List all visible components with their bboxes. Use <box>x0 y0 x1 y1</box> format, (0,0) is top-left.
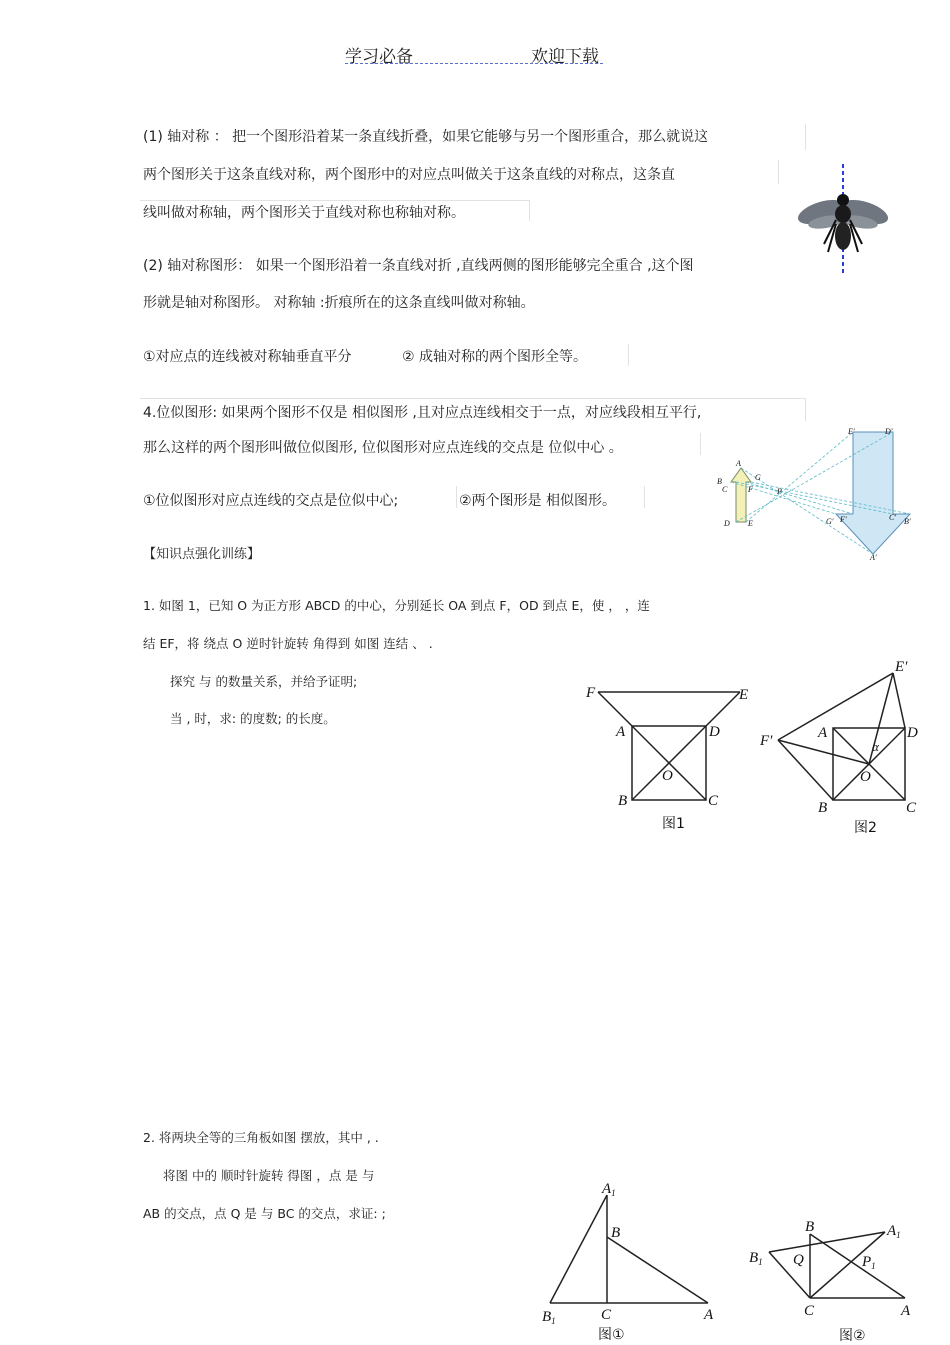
label-F1: F′ <box>840 515 847 524</box>
fig1-label-E: E <box>739 687 749 703</box>
label-E: E <box>748 519 753 528</box>
fig1-label-A: A <box>616 724 626 740</box>
fig2-label-E1: E′ <box>895 659 908 675</box>
q1-line1: 1. 如图 1，已知 O 为正方形 ABCD 的中心，分别延长 OA 到点 F，OD 到点 E，使 ， ，连 <box>143 598 650 613</box>
triangle-figure-1 <box>540 1175 720 1343</box>
tri2-label-B: B <box>805 1219 815 1235</box>
header-underline <box>345 63 603 64</box>
tri2-label-P1: $P_1$ <box>862 1254 876 1271</box>
tri2-caption: 图② <box>839 1328 866 1344</box>
q1-line4: 当 , 时，求: 的度数; 的长度。 <box>170 711 336 726</box>
bee-head <box>837 194 849 206</box>
def4-line1: 4.位似图形: 如果两个图形不仅是 相似图形 ,且对应点连线相交于一点，对应线段相互平行, <box>143 405 702 421</box>
label-B1: B′ <box>904 517 911 526</box>
tri1-label-C: C <box>601 1307 612 1323</box>
homothety-figure <box>712 422 922 564</box>
tri2-label-A1: $A_1$ <box>887 1223 901 1240</box>
fig2-label-B: B <box>818 800 828 816</box>
label-C: C <box>722 485 728 494</box>
def4-line2: 那么这样的两个图形叫做位似图形, 位似图形对应点连线的交点是 位似中心 。 <box>143 440 623 456</box>
tri2-label-Q: Q <box>793 1252 804 1268</box>
header-right: 欢迎下载 <box>531 47 599 67</box>
def1-line3: 线叫做对称轴，两个图形关于直线对称也称轴对称。 <box>143 205 465 221</box>
q2-line1: 2. 将两块全等的三角板如图 摆放，其中 , . <box>143 1130 379 1145</box>
figure-1 <box>578 680 758 840</box>
fig1-label-C: C <box>708 793 719 809</box>
def1-line1: (1) 轴对称 ： 把一个图形沿着某一条直线折叠，如果它能够与另一个图形重合，那么就说这 <box>143 129 709 145</box>
fig2-caption: 图2 <box>854 820 877 836</box>
prop1-a: ①对应点的连线被对称轴垂直平分 <box>143 349 352 365</box>
def2-line1: (2) 轴对称图形： 如果一个图形沿着一条直线对折 ,直线两侧的图形能够完全重合 ,这个图 <box>143 258 694 274</box>
fig1-label-B: B <box>618 793 628 809</box>
label-G: G <box>755 473 761 482</box>
fig1-label-O: O <box>662 768 673 784</box>
prop2-a: ①位似图形对应点连线的交点是位似中心; <box>143 493 399 509</box>
label-B: B <box>717 477 722 486</box>
fig1-label-D: D <box>709 724 720 740</box>
tri1-label-A1: $A_1$ <box>602 1181 616 1198</box>
tri1-label-B1: $B_1$ <box>542 1309 556 1326</box>
label-F: F <box>748 485 753 494</box>
triangle-figure-2 <box>745 1212 925 1344</box>
big-arrow <box>836 432 910 554</box>
def1-line2: 两个图形关于这条直线对称，两个图形中的对应点叫做关于这条直线的对称点，这条直 <box>143 167 675 183</box>
section-title: 【知识点强化训练】 <box>143 547 261 562</box>
figure-2 <box>758 655 928 840</box>
def2-line2: 形就是轴对称图形。 对称轴 :折痕所在的这条直线叫做对称轴。 <box>143 295 535 311</box>
label-A1: A′ <box>870 553 877 562</box>
fig2-label-alpha: α <box>872 739 879 754</box>
prop2-b: ②两个图形是 相似图形。 <box>459 493 617 509</box>
q1-line3: 探究 与 的数量关系，并给予证明; <box>170 674 358 689</box>
q2-line3: AB 的交点，点 Q 是 与 BC 的交点，求证: ; <box>143 1206 386 1221</box>
bee-illustration <box>796 160 888 280</box>
tri1-caption: 图① <box>598 1327 625 1343</box>
q2-line2: 将图 中的 顺时针旋转 得图 ，点 是 与 <box>163 1168 375 1183</box>
label-A: A <box>736 459 741 468</box>
tri1-label-B: B <box>611 1225 621 1241</box>
small-arrow <box>731 468 751 522</box>
label-G1: G′ <box>826 517 834 526</box>
tri2-label-B1: $B_1$ <box>749 1250 763 1267</box>
tri2-label-C: C <box>804 1303 815 1319</box>
fig2-label-D: D <box>907 725 918 741</box>
q1-line2: 结 EF，将 绕点 O 逆时针旋转 角得到 如图 连结 、 . <box>143 636 433 651</box>
fig2-label-O: O <box>860 769 871 785</box>
bee-thorax <box>835 205 851 223</box>
label-C1: C′ <box>889 513 897 522</box>
fig2-label-F1: F′ <box>760 733 773 749</box>
tri2-label-A: A <box>901 1303 911 1319</box>
fig2-label-A: A <box>818 725 828 741</box>
label-P: P <box>777 487 782 496</box>
label-E1: E′ <box>848 427 855 436</box>
bee-abdomen <box>835 222 851 250</box>
tri1-label-A: A <box>704 1307 714 1323</box>
label-D1: D′ <box>885 427 893 436</box>
fig1-caption: 图1 <box>662 816 685 832</box>
header-left: 学习必备 <box>345 47 413 67</box>
fig2-label-C: C <box>906 800 917 816</box>
label-D: D <box>724 519 730 528</box>
prop1-b: ② 成轴对称的两个图形全等。 <box>402 349 588 365</box>
fig1-label-F: F <box>586 685 596 701</box>
